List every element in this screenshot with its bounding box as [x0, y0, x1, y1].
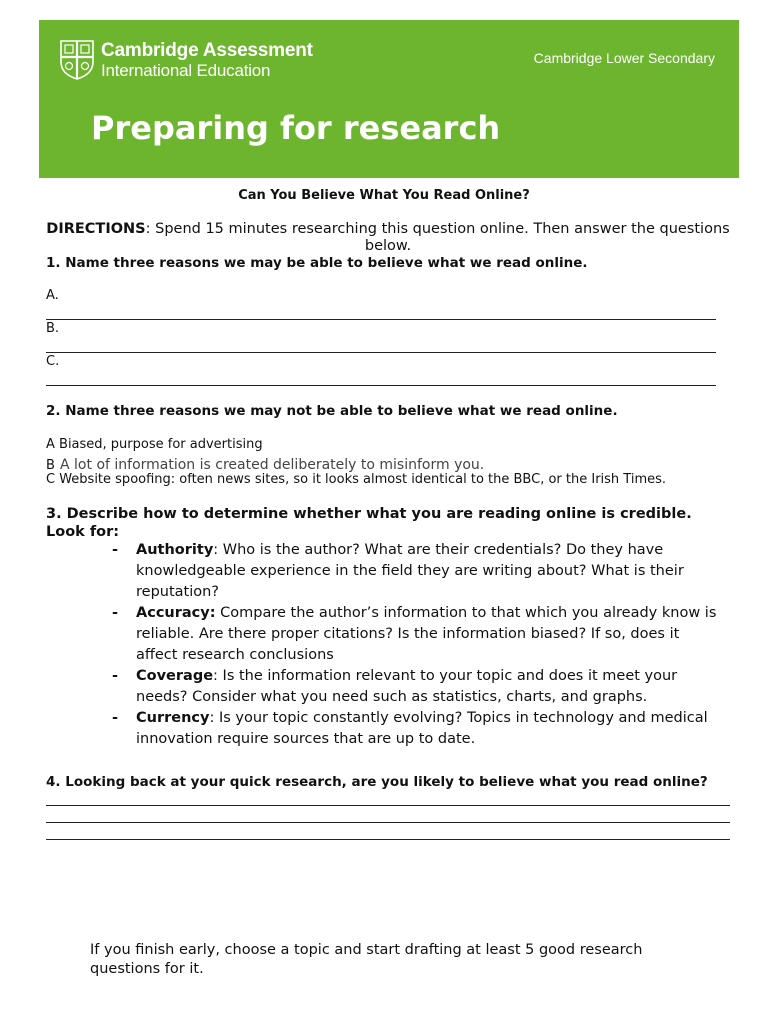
answer-2b-text: A lot of information is created deliberately to misinform you. [60, 457, 485, 473]
bullet-dash: - [112, 710, 119, 726]
criterion-text: : Who is the author? What are their credentials? Do they have knowledgeable experience in the field they are writing about? What is their reputation? [136, 542, 684, 600]
answer-1b-line[interactable] [46, 352, 716, 353]
answer-1a-line[interactable] [46, 319, 716, 320]
criterion-text: : Is your topic constantly evolving? Topics in technology and medical innovation require sources that are up to date. [136, 710, 708, 747]
cambridge-crest-icon [60, 40, 94, 80]
answer-1a-label: A. [46, 288, 59, 303]
question-4: 4. Looking back at your quick research, are you likely to believe what you read online? [46, 774, 708, 790]
directions-text: : Spend 15 minutes researching this question online. Then answer the questions [145, 221, 730, 237]
answer-2b [46, 454, 484, 473]
question-1: 1. Name three reasons we may be able to believe what we read online. [46, 255, 588, 271]
criterion-authority [112, 540, 722, 603]
criterion-text: Compare the author’s information to that which you already know is reliable. Are there proper citations? Is the information biased? If so, does it affect research conclusions [136, 605, 717, 663]
directions-label: DIRECTIONS [46, 221, 146, 237]
answer-1c-line[interactable] [46, 385, 716, 386]
header-banner [39, 20, 739, 178]
bullet-dash: - [112, 605, 119, 621]
programme-label: Cambridge Lower Secondary [533, 50, 715, 66]
answer-1b-label: B. [46, 321, 60, 336]
logo-text [101, 40, 313, 81]
criteria-list [112, 540, 722, 750]
logo-line-1: Cambridge Assessment [101, 40, 313, 61]
page-title: Preparing for research [91, 109, 501, 147]
criterion-term: Currency [136, 710, 210, 726]
answer-4-line-1[interactable] [46, 805, 730, 806]
criterion-term: Coverage [136, 668, 214, 684]
question-2: 2. Name three reasons we may not be able to believe what we read online. [46, 403, 618, 419]
question-3-line-1: 3. Describe how to determine whether what you are reading online is credible. [46, 506, 692, 522]
extension-task-line-2: questions for it. [90, 961, 204, 977]
answer-2b-letter: B [46, 458, 55, 473]
answer-1c-label: C. [46, 354, 60, 369]
logo-line-2: International Education [101, 61, 271, 80]
extension-task [90, 941, 642, 979]
answer-4-line-2[interactable] [46, 822, 730, 823]
directions [46, 221, 730, 255]
criterion-text: : Is the information relevant to your topic and does it meet your needs? Consider what you need such as statistics, charts, and graphs. [136, 668, 678, 705]
criterion-coverage [112, 666, 722, 708]
criterion-accuracy [112, 603, 722, 666]
worksheet-subtitle: Can You Believe What You Read Online? [238, 188, 530, 203]
criterion-currency [112, 708, 722, 750]
directions-text-cont: below. [364, 238, 412, 254]
answer-4-line-3[interactable] [46, 839, 730, 840]
logo [60, 40, 313, 81]
question-3 [46, 505, 692, 541]
criterion-term: Authority [136, 542, 214, 558]
criterion-term: Accuracy: [136, 605, 216, 621]
bullet-dash: - [112, 542, 119, 558]
extension-task-line-1: If you finish early, choose a topic and start drafting at least 5 good research [90, 942, 643, 958]
answer-2c: C Website spoofing: often news sites, so it looks almost identical to the BBC, or the Irish Times. [46, 472, 667, 487]
answer-2a: A Biased, purpose for advertising [46, 437, 263, 452]
bullet-dash: - [112, 668, 119, 684]
question-3-line-2: Look for: [46, 524, 120, 540]
